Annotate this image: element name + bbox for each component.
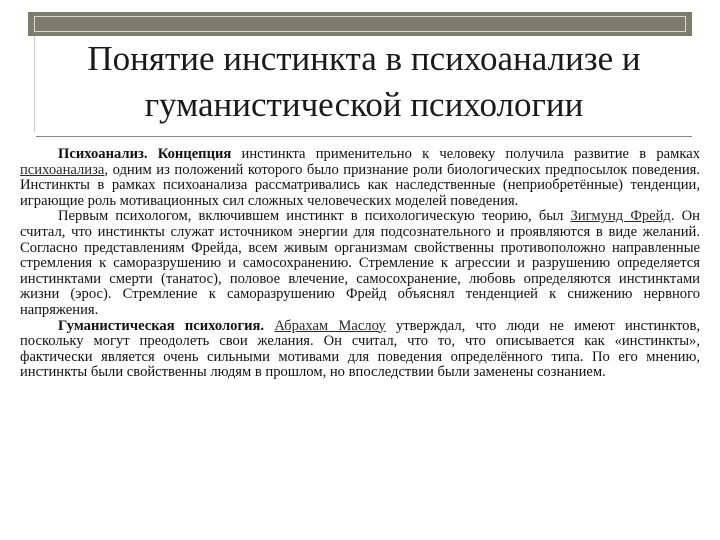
paragraph-text: инстинкта применительно к человеку получила развитие в рамках — [231, 146, 700, 162]
decorative-header-bar — [28, 12, 692, 36]
paragraph-text: утверждал, что люди не имеют инстинктов, поскольку могут преодолеть свои желания. Он считал, что то, что описывается как «инстинкты», фактически является очень сильными мотивами для поведения определённого типа. По его мнению, инстинкты были свойственны людям в прошлом, но впоследствии были заменены сознанием. — [20, 317, 700, 381]
paragraph-lead: Гуманистическая психология. — [58, 317, 265, 334]
paragraph-humanistic — [20, 319, 700, 381]
decorative-header-bar-inner — [34, 16, 686, 32]
title-divider — [36, 136, 692, 137]
paragraph-text: Первым психологом, включившем инстинкт в психологическую теорию, был — [58, 208, 571, 225]
paragraph-lead: Психоанализ. Концепция — [58, 146, 232, 162]
link-sigmund-freud[interactable]: Зигмунд Фрейд — [570, 208, 671, 225]
paragraph-text: , одним из положений которого было признание роли биологических предпосылок поведения. Инстинкты в рамках психоанализа рассматривались как наследственные (неприобретённые) тенденции, играющие роль мотивационных сил сложных человеческих моделей поведения. — [20, 161, 700, 209]
paragraph-freud — [20, 209, 700, 318]
slide-body — [20, 147, 700, 381]
paragraph-text: . Он считал, что инстинкты служат источником энергии для подсознательного и проявляются в виде желаний. Согласно представлениям Фрейда, всем живым организмам свойственны противоположно направленные стремления к саморазрушению и самосохранению. Стремление к агрессии и разрушению определяется инстинктами смерти (танатос), половое влечение, самосохранение, любовь определяются инстинктами жизни (эрос). Стремление к саморазрушению Фрейд объяснял тенденцией к снижению нервного напряжения. — [20, 208, 700, 318]
slide-title: Понятие инстинкта в психоанализе и гуманистической психологии — [87, 39, 641, 124]
link-psychoanalysis[interactable]: психоанализа — [20, 161, 105, 178]
paragraph-psychoanalysis — [20, 147, 700, 209]
link-abraham-maslow[interactable]: Абрахам Маслоу — [274, 317, 386, 334]
